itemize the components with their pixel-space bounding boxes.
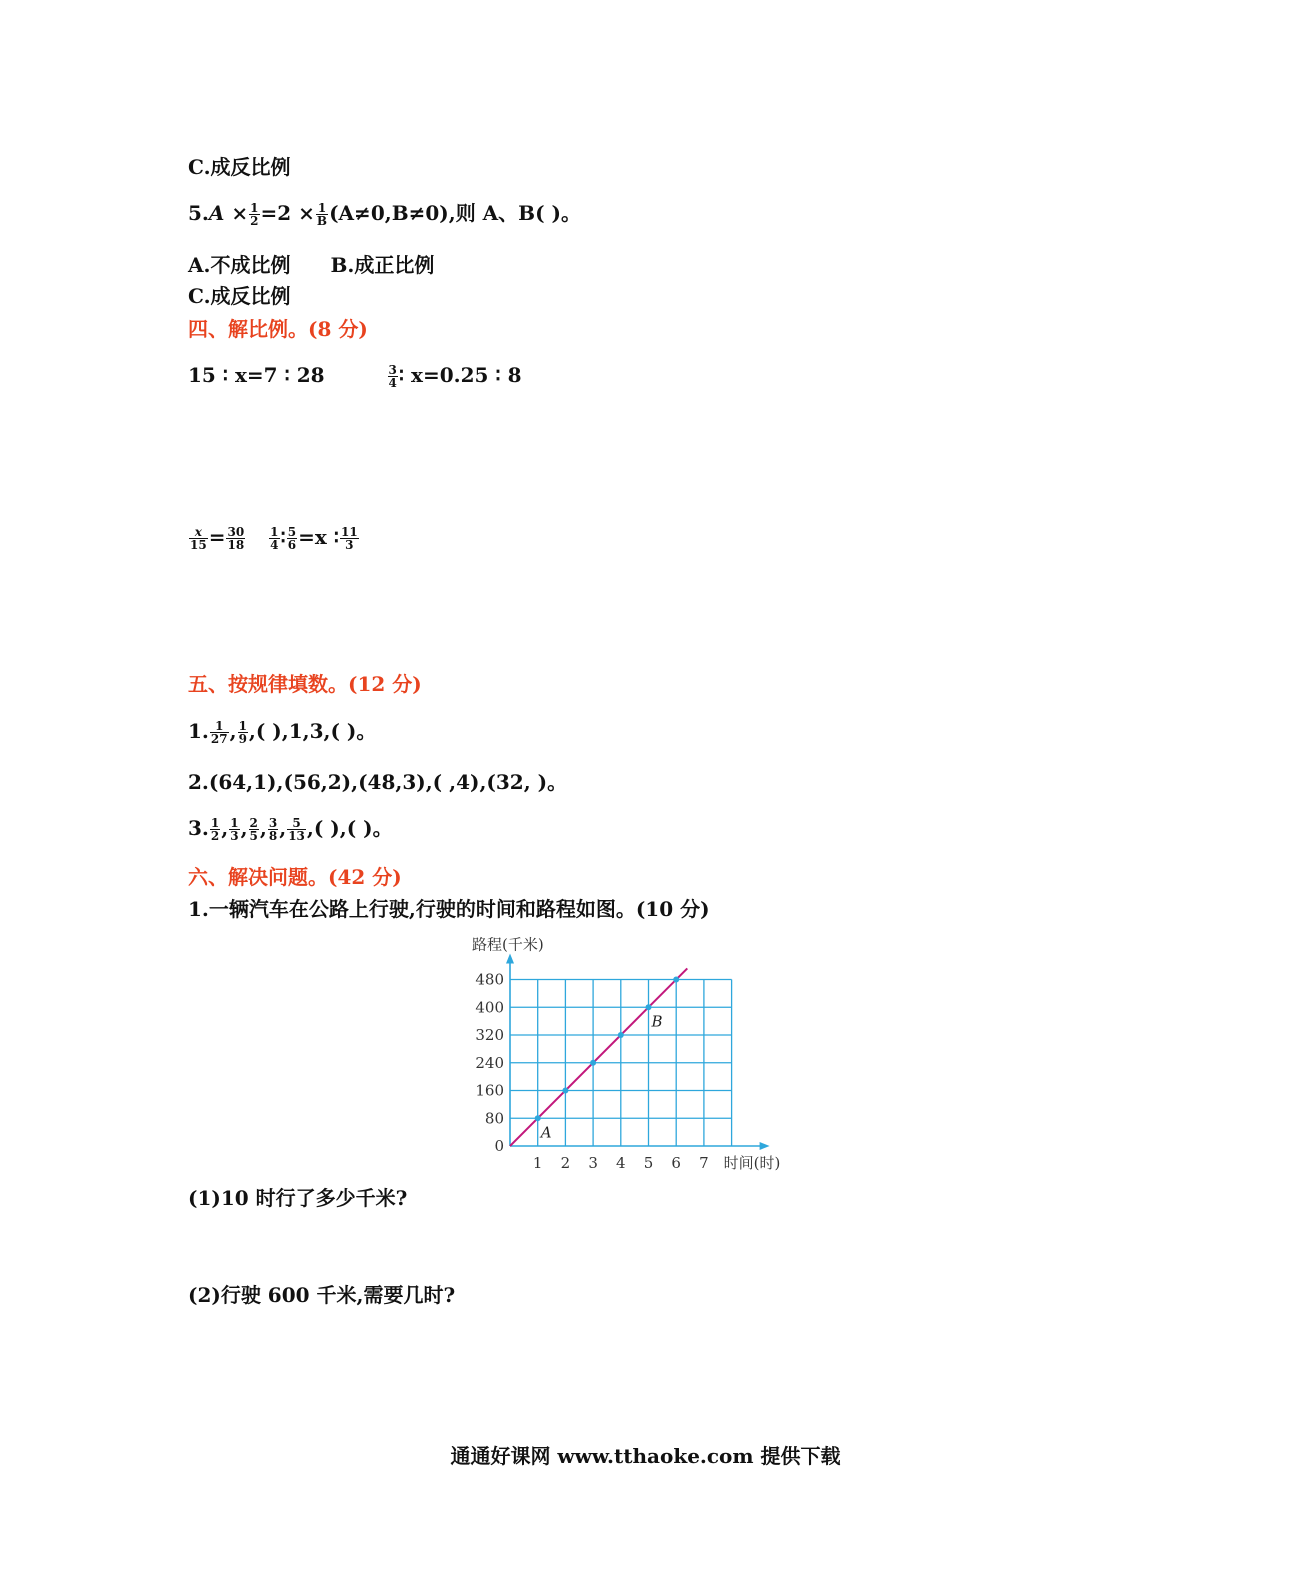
fraction-x-15: $\frac{x}{15}$ bbox=[190, 525, 207, 552]
proportion-2: ∶ x=0.25 ∶ 8 bbox=[398, 363, 522, 387]
data-point bbox=[673, 977, 679, 983]
y-tick-label: 0 bbox=[494, 1137, 504, 1155]
point-label-a: A bbox=[540, 1123, 552, 1142]
proportion-4-ratio: ∶ bbox=[280, 525, 286, 549]
y-tick-label: 320 bbox=[475, 1026, 504, 1044]
question-5 bbox=[188, 200, 581, 227]
x-axis-arrow bbox=[760, 1142, 770, 1150]
seq1-tail: ,( ),1,3,( )。 bbox=[248, 719, 377, 743]
fraction-one-over-b: $\frac{1}{B}$ bbox=[316, 201, 328, 228]
point-label-b: B bbox=[651, 1012, 663, 1031]
fraction-1-4: $\frac{1}{4}$ bbox=[270, 525, 279, 552]
proportion-row-1 bbox=[188, 362, 522, 389]
x-tick-label: 6 bbox=[671, 1154, 681, 1172]
proportion-4-tail: =x ∶ bbox=[298, 525, 339, 549]
option-b: B.成正比例 bbox=[330, 253, 435, 277]
y-tick-label: 80 bbox=[484, 1109, 504, 1128]
fraction-3-8: $\frac{3}{8}$ bbox=[268, 816, 278, 843]
fraction-2-5: $\frac{2}{5}$ bbox=[249, 816, 258, 843]
data-point bbox=[535, 1115, 541, 1121]
sequence-2: 2.(64,1),(56,2),(48,3),( ,4),(32, )。 bbox=[188, 770, 568, 794]
option-c-2: C.成反比例 bbox=[188, 284, 291, 308]
problem-1-part-2: (2)行驶 600 千米,需要几时? bbox=[188, 1283, 456, 1307]
y-axis-label: 路程(千米) bbox=[472, 935, 544, 954]
x-axis-label: 时间(时) bbox=[723, 1154, 781, 1172]
x-tick-label: 7 bbox=[699, 1154, 709, 1172]
distance-time-chart bbox=[465, 930, 805, 1175]
x-tick-label: 2 bbox=[560, 1154, 571, 1172]
fraction-1-2: $\frac{1}{2}$ bbox=[210, 816, 220, 843]
data-point bbox=[618, 1032, 624, 1038]
sequence-3: 3. $\frac{1}{2}$ , $\frac{1}{3}$ , $\frac{2}{5}$ , $\frac{3}{8}$ , $\frac{5}{13}$ ,( ),( )。 bbox=[188, 816, 393, 843]
fraction-1-3: $\frac{1}{3}$ bbox=[230, 816, 239, 843]
fraction-1-9: $\frac{1}{9}$ bbox=[238, 719, 247, 746]
q5-prefix: 5. bbox=[188, 201, 209, 225]
q5-eq: =2 × bbox=[260, 201, 315, 225]
seq1-comma: , bbox=[229, 719, 237, 743]
seq3-prefix: 3. bbox=[188, 816, 209, 840]
sequence-1 bbox=[188, 718, 376, 745]
y-tick-label: 400 bbox=[475, 998, 504, 1017]
proportion-row-2 bbox=[188, 524, 360, 551]
proportion-3-eq: = bbox=[208, 525, 226, 549]
x-tick-label: 5 bbox=[643, 1154, 654, 1172]
problem-1-part-1: (1)10 时行了多少千米? bbox=[188, 1186, 408, 1210]
section-5-title: 五、按规律填数。(12 分) bbox=[188, 672, 422, 696]
footer-credit: 通通好课网 www.tthaoke.com 提供下载 bbox=[450, 1444, 841, 1468]
q5-times: × bbox=[224, 201, 249, 225]
problem-1: 1.一辆汽车在公路上行驶,行驶的时间和路程如图。(10 分) bbox=[188, 897, 710, 921]
fraction-1-27: $\frac{1}{27}$ bbox=[210, 719, 228, 746]
x-tick-label: 4 bbox=[616, 1154, 626, 1172]
fraction-30-18: $\frac{30}{18}$ bbox=[227, 525, 245, 552]
seq3-tail: ,( ),( )。 bbox=[306, 816, 393, 840]
fraction-5-13: $\frac{5}{13}$ bbox=[288, 816, 305, 843]
q5-condition: (A≠0,B≠0),则 A、B( )。 bbox=[329, 201, 581, 225]
y-axis-arrow bbox=[506, 954, 514, 964]
section-4-title: 四、解比例。(8 分) bbox=[188, 317, 368, 341]
q5-var-a: A bbox=[208, 201, 225, 225]
x-tick-label: 1 bbox=[532, 1154, 543, 1172]
data-point bbox=[590, 1060, 596, 1066]
fraction-3-4: $\frac{3}{4}$ bbox=[388, 363, 397, 390]
x-tick-label: 3 bbox=[588, 1154, 598, 1172]
section-6-title: 六、解决问题。(42 分) bbox=[188, 865, 402, 889]
y-tick-label: 240 bbox=[475, 1053, 504, 1072]
data-point bbox=[646, 1004, 652, 1010]
proportion-1: 15 ∶ x=7 ∶ 28 bbox=[188, 363, 325, 387]
fraction-5-6: $\frac{5}{6}$ bbox=[287, 525, 297, 552]
fraction-half-a: $\frac{1}{2}$ bbox=[250, 201, 259, 228]
seq1-prefix: 1. bbox=[188, 719, 209, 743]
data-point bbox=[562, 1088, 568, 1094]
y-tick-label: 160 bbox=[475, 1081, 504, 1100]
q5-options bbox=[188, 252, 434, 278]
option-a: A.不成比例 bbox=[188, 253, 291, 277]
option-c-1: C.成反比例 bbox=[188, 155, 291, 179]
fraction-11-3: $\frac{11}{3}$ bbox=[340, 525, 358, 552]
y-tick-label: 480 bbox=[475, 970, 504, 989]
